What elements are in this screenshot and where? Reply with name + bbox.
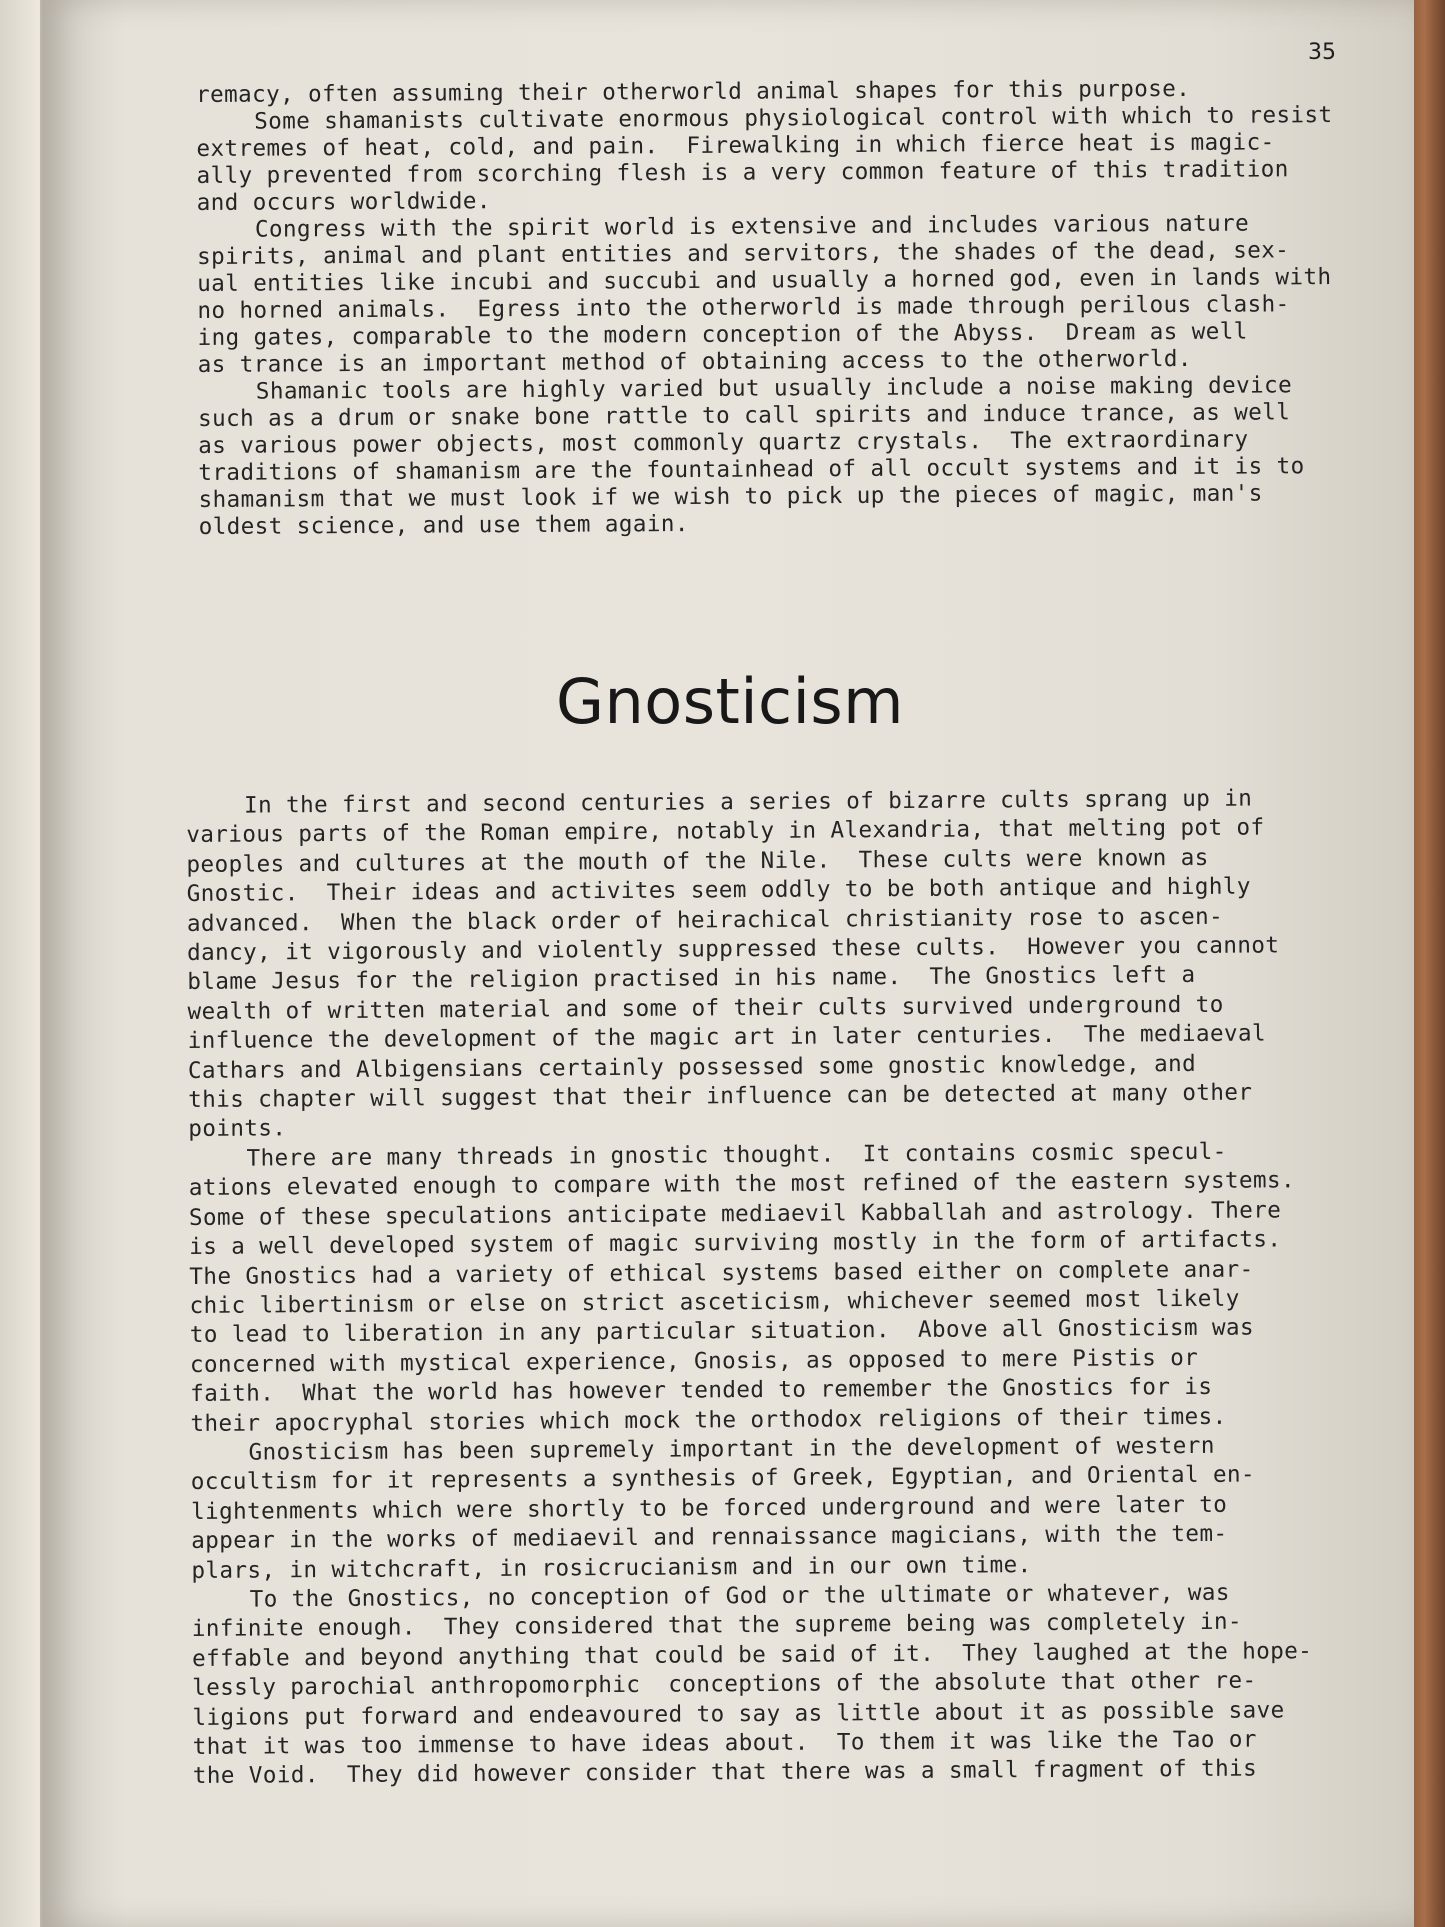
text-line: To the Gnostics, no conception of God or the ultimate or whatever, was [249,1579,1230,1613]
text-line: infinite enough. They considered that the supreme being was completely in- [191,1609,1243,1643]
paragraph [186,784,1309,1145]
text-line: no horned animals. Egress into the otherworld is made through perilous clash- [197,291,1290,324]
paragraph [191,1431,1312,1586]
text-line: Congress with the spirit world is extensive and includes various nature [254,210,1250,243]
text-line: ing gates, comparable to the modern conception of the Abyss. Dream as well [197,318,1248,351]
text-line: as trance is an important method of obtaining access to the otherworld. [197,345,1192,378]
text-line: this chapter will suggest that their influence can be detected at many other [188,1079,1253,1114]
text-line: to lead to liberation in any particular situation. Above all Gnosticism was [189,1314,1255,1349]
chapter-heading: Gnosticism [555,665,905,738]
text-line: points. [188,1115,287,1143]
text-line: Shamanic tools are highly varied but usually include a noise making device [255,372,1293,405]
intro-text-block [196,75,1335,541]
text-line: There are many threads in gnostic thought. It contains cosmic specul- [246,1138,1227,1172]
text-line: The Gnostics had a variety of ethical systems based either on complete anar- [189,1256,1254,1290]
paragraph [188,1137,1310,1439]
text-line: influence the development of the magic art in later centuries. The mediaeval [187,1020,1267,1055]
text-line: lessly parochial anthropomorphic conceptions of the absolute that other re- [192,1667,1257,1702]
text-line: shamanism that we must look if we wish to pick up the pieces of magic, man's [198,480,1263,513]
text-line: oldest science, and use them again. [198,510,689,540]
page-number: 35 [1308,40,1336,65]
text-line: lightenments which were shortly to be forced underground and were later to [190,1491,1228,1525]
text-line: ligions put forward and endeavoured to say as little about it as possible save [192,1696,1285,1731]
text-line: that it was too immense to have ideas about. To them it was like the Tao or [192,1726,1257,1760]
text-line: blame Jesus for the religion practised in his name. The Gnostics left a [187,962,1196,996]
text-line: Some shamanists cultivate enormous physiological control with which to resist [254,102,1333,135]
text-line: Gnosticism has been supremely important in the development of western [248,1432,1215,1466]
text-line: effable and beyond anything that could be said of it. They laughed at the hope- [191,1637,1313,1672]
text-line: spirits, animal and plant entities and servitors, the shades of the dead, sex- [196,237,1290,270]
text-line: chic libertinism or else on strict asceticism, whichever seemed most likely [189,1285,1240,1319]
text-line: Some of these speculations anticipate mediaevil Kabballah and astrology. There [188,1197,1282,1231]
text-line: Cathars and Albigensians certainly possessed some gnostic knowledge, and [187,1050,1197,1084]
text-line: advanced. When the black order of heirachical christianity rose to ascen- [186,903,1224,937]
text-line: appear in the works of mediaevil and rennaissance magicians, with the tem- [191,1520,1228,1555]
text-line: In the first and second centuries a series of bizarre cults sprang up in [244,785,1253,819]
text-line: Gnostic. Their ideas and activites seem oddly to be both antique and highly [186,873,1251,908]
text-line: traditions of shamanism are the fountainhead of all occult systems and it is to [198,453,1305,486]
text-line: and occurs worldwide. [196,188,491,216]
text-line: occultism for it represents a synthesis of Greek, Egyptian, and Oriental en- [190,1461,1256,1496]
text-line: concerned with mystical experience, Gnosis, as opposed to mere Pistis or [189,1344,1199,1378]
chapter-text-block [186,784,1313,1792]
paragraph [192,1578,1314,1792]
paragraph [197,210,1334,379]
text-line: peoples and cultures at the mouth of the Nile. These cults were known as [186,844,1209,878]
text-line: remacy, often assuming their otherworld animal shapes for this purpose. [196,75,1191,108]
text-line: dancy, it vigorously and violently suppressed these cults. However you cannot [187,932,1280,967]
text-line: various parts of the Roman empire, notably in Alexandria, that melting pot of [186,814,1265,849]
text-line: ations elevated enough to compare with the most refined of the eastern systems. [188,1167,1296,1202]
text-line: such as a drum or snake bone rattle to call spirits and induce trance, as well [197,399,1291,432]
text-line: plars, in witchcraft, in rosicrucianism and in our own time. [191,1551,1032,1584]
text-line: their apocryphal stories which mock the orthodox religions of their times. [190,1403,1227,1437]
text-line: as various power objects, most commonly quartz crystals. The extraordinary [198,426,1249,459]
text-line: ual entities like incubi and succubi and usually a horned god, even in lands with [197,264,1332,297]
text-line: extremes of heat, cold, and pain. Firewalking in which fierce heat is magic- [196,129,1275,162]
paragraph [196,102,1333,217]
text-line: ally prevented from scorching flesh is a very common feature of this tradition [196,156,1289,189]
paragraph [198,372,1335,541]
text-line: the Void. They did however consider that there was a small fragment of this [192,1755,1258,1790]
text-line: faith. What the world has however tended to remember the Gnostics for is [190,1373,1213,1408]
text-line: is a well developed system of magic surviving mostly in the form of artifacts. [189,1226,1282,1261]
text-line: wealth of written material and some of their cults survived underground to [187,991,1224,1025]
